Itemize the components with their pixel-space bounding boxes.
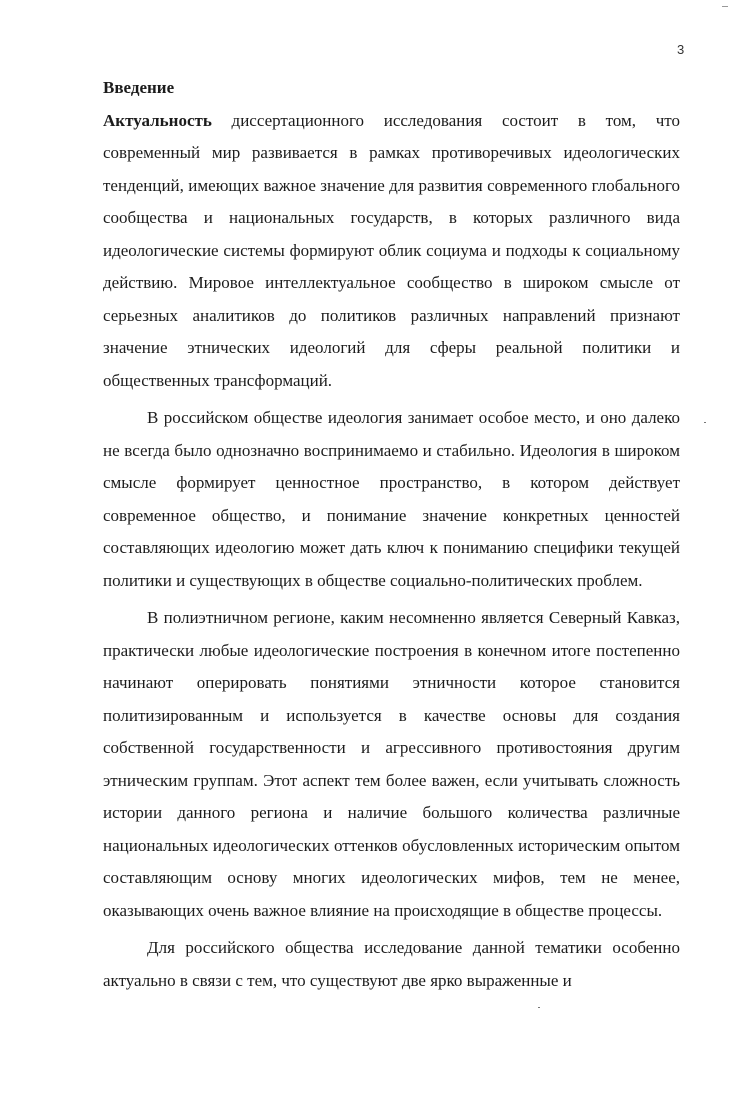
- paragraph-lead-term: Актуальность: [103, 110, 212, 130]
- paragraph-ideology-russia: В российском обществе идеология занимает особое место, и оно далеко не всегда было однозначно воспринимаемо и стабильно. Идеология в широком смысле формирует ценностное пространство, в котором действует современное общество, и понимание значение конкретных ценностей составляющих идеологию может дать ключ к пониманию специфики текущей политики и существующих в обществе социально-политических проблем.: [103, 408, 680, 590]
- scan-artifact: [704, 422, 706, 423]
- paragraph-polyethnic-region: В полиэтничном регионе, каким несомненно является Северный Кавказ, практически любые идеологические построения в конечном итоге постепенно начинают оперировать понятиями этничности которое становится политизированным и используется в качестве основы для создания собственной государственности и агрессивного противостояния другим этническим группам. Этот аспект тем более важен, если учитывать сложность истории данного региона и наличие большого количества различные национальных идеологических оттенков обусловленных историческим опытом составляющим основу многих идеологических мифов, тем не менее, оказывающих очень важное влияние на происходящие в обществе процессы.: [103, 608, 680, 920]
- page-number: 3: [677, 42, 685, 57]
- paragraph-relevance: [103, 105, 680, 398]
- paragraph-russian-society: Для российского общества исследование данной тематики особенно актуально в связи с тем, что существуют две ярко выраженные и: [103, 938, 680, 990]
- document-body: [103, 72, 680, 997]
- paragraph-text: диссертационного исследования состоит в том, что современный мир развивается в рамках противоречивых идеологических тенденций, имеющих важное значение для развития современного глобального сообщества и национальных государств, в которых различного вида идеологические системы формируют облик социума и подходы к социальному действию. Мировое интеллектуальное сообщество в широком смысле от серьезных аналитиков до политиков различных направлений признают значение этнических идеологий для сферы реальной политики и общественных трансформаций.: [103, 110, 680, 390]
- scan-artifact: [538, 1007, 540, 1008]
- section-heading: Введение: [103, 78, 175, 97]
- scan-artifact: [722, 6, 728, 7]
